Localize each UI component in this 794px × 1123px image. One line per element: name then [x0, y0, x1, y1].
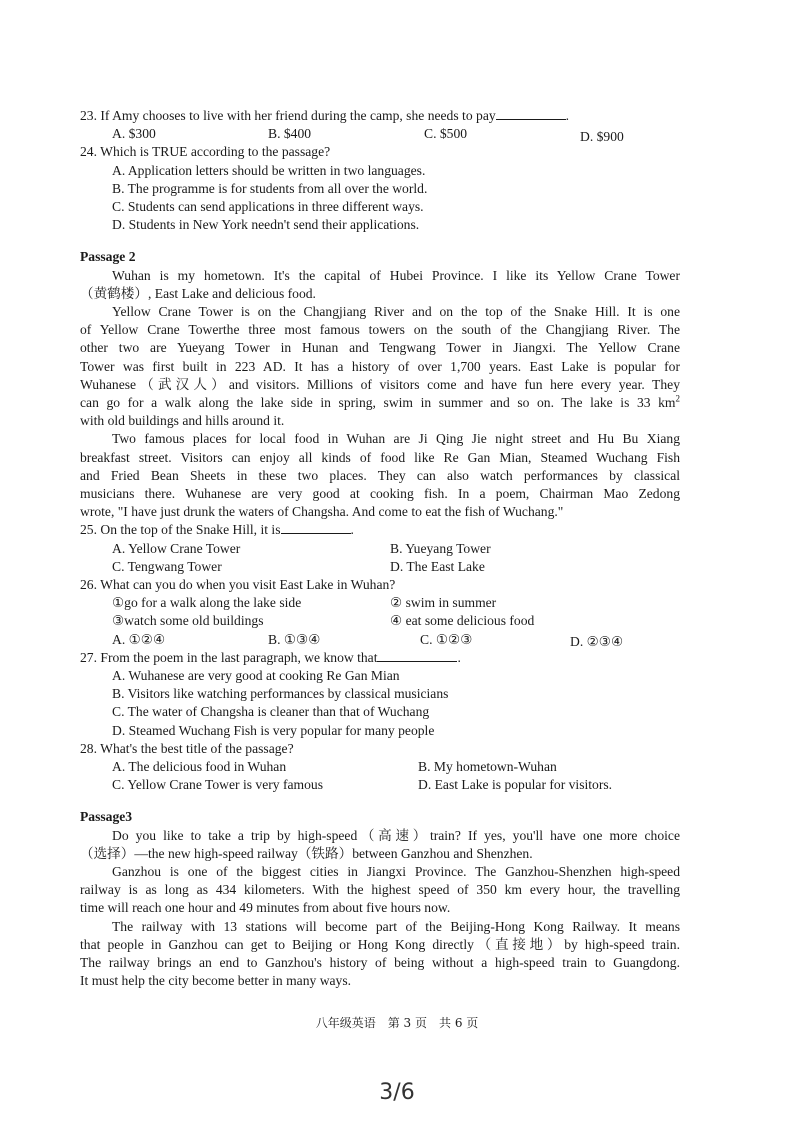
- question-26-items-row2: [80, 612, 680, 630]
- passage-2-line: Tower was first built in 223 AD. It has a history of over 1,700 years. East Lake is popular for: [80, 358, 680, 374]
- question-25-options-row2: [80, 558, 680, 576]
- page-footer: 八年级英语 第 3 页 共 6 页: [315, 1016, 479, 1030]
- question-24-option-b: B. The programme is for students from all over the world.: [112, 180, 428, 196]
- option-a: A. Yellow Crane Tower: [112, 540, 241, 556]
- passage-3-line: that people in Ganzhou can get to Beijing or Hong Kong directly（直接地）by high-speed train.: [80, 936, 680, 952]
- question-26-options: [80, 631, 680, 649]
- passage-3-line: railway is as long as 434 kilometers. With the highest speed of 350 km every hour, the travelling: [80, 882, 680, 898]
- question-27-option-c: C. The water of Changsha is cleaner than that of Wuchang: [112, 704, 430, 720]
- option-a: A. $300: [112, 126, 156, 142]
- page-content: [80, 107, 680, 990]
- question-27-stem: 27. From the poem in the last paragraph, we know that .: [80, 649, 461, 665]
- item-4: ④ eat some delicious food: [390, 613, 535, 629]
- question-24-option-a: A. Application letters should be written in two languages.: [112, 162, 426, 178]
- passage-2-line: of Yellow Crane Towerthe three most famous towers on the south of the Changjiang River. The: [80, 322, 680, 338]
- question-23-options: [80, 125, 680, 143]
- question-25-stem: 25. On the top of the Snake Hill, it is .: [80, 522, 354, 538]
- question-28-options-row2: [80, 776, 680, 794]
- question-28-options-row1: [80, 758, 680, 776]
- item-3: ③watch some old buildings: [112, 613, 264, 629]
- question-27-option-b: B. Visitors like watching performances by classical musicians: [112, 686, 449, 702]
- passage-2-line: and Fried Bean Sheets in these two places. They can also watch performances by classical: [80, 467, 680, 483]
- passage-3-line: The railway brings an end to Ganzhou's history of being without a high-speed train to Guangdong.: [80, 955, 680, 971]
- answer-blank: [496, 107, 566, 120]
- passage-2-line: Wuhanese（武汉人）and visitors. Millions of visitors come and have fun here every year. They: [80, 376, 680, 392]
- option-c: C. Tengwang Tower: [112, 558, 222, 574]
- passage-2-line: wrote, "I have just drunk the waters of Changsha. And come to eat the fish of Wuchang.": [80, 504, 564, 520]
- question-26-items-row1: [80, 594, 680, 612]
- passage-2-heading: Passage 2: [80, 249, 136, 265]
- passage-3-line: （选择）—the new high-speed railway（铁路）between Ganzhou and Shenzhen.: [80, 845, 533, 861]
- question-24-option-d: D. Students in New York needn't send their applications.: [112, 217, 420, 233]
- passage-2-line: other two are Yueyang Tower in Hunan and Tengwang Tower in Jiangxi. The Yellow Crane: [80, 340, 680, 356]
- answer-blank: [377, 649, 457, 662]
- option-b: B. ①③④: [268, 631, 321, 647]
- passage-2-line: Yellow Crane Tower is on the Changjiang River and on the top of the Snake Hill. It is one: [112, 304, 680, 320]
- passage-3-line: Ganzhou is one of the biggest cities in Jiangxi Province. The Ganzhou-Shenzhen high-speed: [112, 864, 680, 879]
- superscript: 2: [675, 393, 680, 404]
- passage-3-heading: Passage3: [80, 809, 133, 825]
- passage-2-line: Wuhan is my hometown. It's the capital of Hubei Province. I like its Yellow Crane Tower: [112, 267, 680, 283]
- passage-2-line: Two famous places for local food in Wuhan are Ji Qing Jie night street and Hu Bu Xiang: [112, 431, 680, 447]
- question-24-stem: 24. Which is TRUE according to the passage?: [80, 144, 331, 160]
- question-27-option-d: D. Steamed Wuchang Fish is very popular for many people: [112, 722, 435, 738]
- option-d: D. $900: [580, 129, 624, 145]
- passage-2-line: breakfast street. Visitors can enjoy all kinds of food like Re Gan Mian, Steamed Wuchang Fish: [80, 449, 680, 465]
- page-indicator: 3/6: [379, 1080, 415, 1105]
- passage-2-text: can go for a walk along the lake side in spring, swim in summer and so on. The lake is 33 km: [80, 395, 676, 411]
- option-c: C. $500: [424, 126, 468, 142]
- option-d: D. ②③④: [570, 633, 624, 649]
- question-28-stem: 28. What's the best title of the passage?: [80, 740, 294, 756]
- question-24-option-c: C. Students can send applications in three different ways.: [112, 199, 424, 214]
- item-1: ①go for a walk along the lake side: [112, 595, 302, 611]
- question-26-stem: 26. What can you do when you visit East Lake in Wuhan?: [80, 577, 396, 593]
- option-c: C. ①②③: [420, 631, 473, 647]
- passage-2-line: with old buildings and hills around it.: [80, 413, 285, 429]
- option-b: B. $400: [268, 126, 312, 142]
- passage-3-line: time will reach one hour and 49 minutes from about five hours now.: [80, 900, 451, 916]
- answer-blank: [281, 521, 351, 534]
- passage-2-line: musicians there. Wuhanese are very good at cooking fish. In a poem, Chairman Mao Zedong: [80, 486, 680, 502]
- option-b: B. Yueyang Tower: [390, 540, 491, 556]
- item-2: ② swim in summer: [390, 595, 497, 611]
- passage-3-line: Do you like to take a trip by high-speed（高速）train? If yes, you'll have one more choice: [112, 827, 680, 843]
- question-23-stem: 23. If Amy chooses to live with her friend during the camp, she needs to pay .: [80, 108, 570, 123]
- question-25-options-row1: [80, 540, 680, 558]
- option-a: A. The delicious food in Wuhan: [112, 759, 287, 775]
- option-d: D. East Lake is popular for visitors.: [418, 777, 613, 793]
- passage-2-line: （黄鹤楼）, East Lake and delicious food.: [80, 285, 316, 301]
- passage-3-line: It must help the city become better in many ways.: [80, 973, 352, 989]
- option-a: A. ①②④: [112, 631, 166, 647]
- option-b: B. My hometown-Wuhan: [418, 759, 557, 775]
- question-27-option-a: A. Wuhanese are very good at cooking Re Gan Mian: [112, 668, 400, 683]
- passage-3-line: The railway with 13 stations will become part of the Beijing-Hong Kong Railway. It means: [112, 918, 680, 934]
- option-d: D. The East Lake: [390, 558, 485, 574]
- option-c: C. Yellow Crane Tower is very famous: [112, 777, 323, 793]
- passage-2-line: [80, 394, 680, 412]
